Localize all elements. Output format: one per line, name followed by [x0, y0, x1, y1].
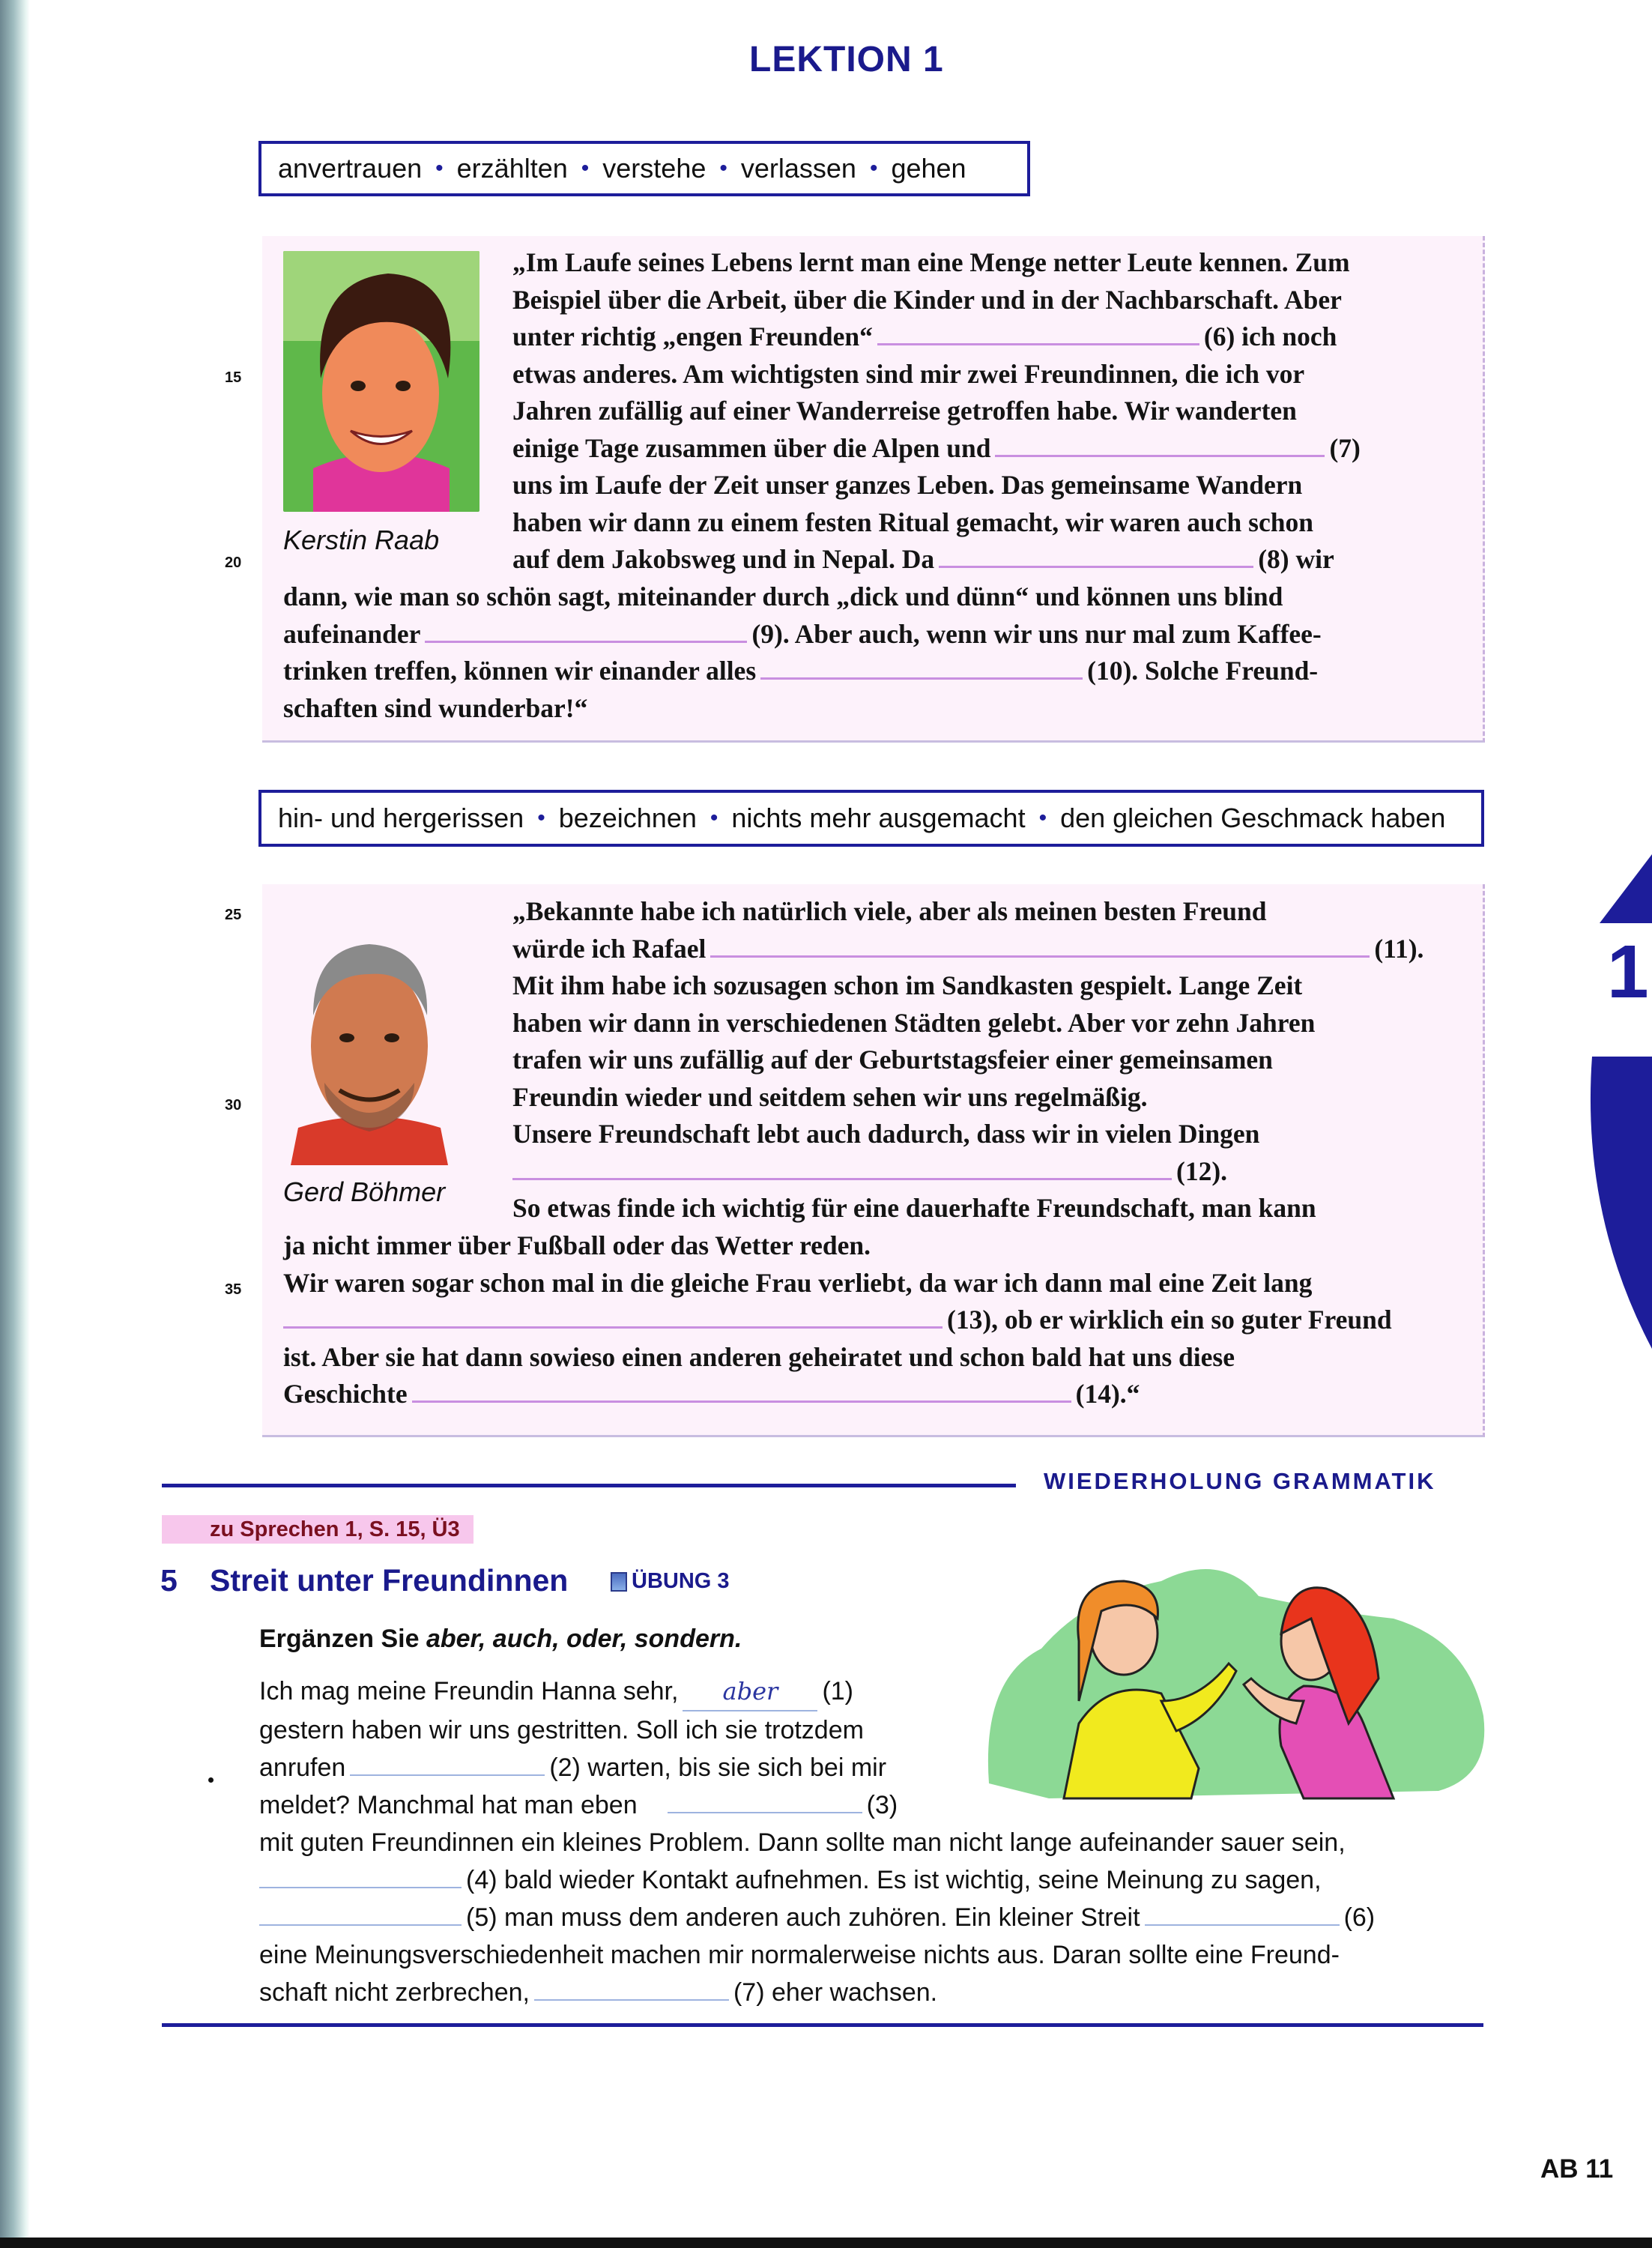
text-line: Jahren zufällig auf einer Wanderreise getroffen habe. Wir wanderten — [512, 396, 1297, 426]
blank-input-3[interactable] — [668, 1792, 862, 1813]
text-line: etwas anderes. Am wichtigsten sind mir zwei Freundinnen, die ich vor — [512, 358, 1305, 389]
instruction-text: Ergänzen Sie — [259, 1625, 426, 1653]
bullet-separator: • — [709, 806, 718, 830]
word-bank-item: verstehe — [602, 153, 707, 184]
bullet-mark — [208, 1777, 214, 1783]
text-line: ja nicht immer über Fußball oder das Wetter reden. — [283, 1230, 871, 1260]
gap-number: (7) eher wachsen. — [733, 1978, 938, 2007]
person-name-gerd: Gerd Böhmer — [283, 1176, 446, 1207]
text-line: uns im Laufe der Zeit unser ganzes Leben. Das gemeinsame Wandern — [512, 470, 1303, 500]
gap-number: (5) man muss dem anderen auch zuhören. Ein kleiner Streit — [466, 1903, 1140, 1932]
gap-number: (2) warten, bis sie sich bei mir — [549, 1753, 887, 1782]
text-line: anrufen — [259, 1753, 346, 1782]
text-line: unter richtig „engen Freunden“ — [512, 321, 873, 351]
exercise-link[interactable] — [611, 1569, 730, 1594]
handwritten-answer: aber — [722, 1677, 778, 1705]
testimonial-text-gerd — [512, 893, 1423, 1227]
text-line: auf dem Jakobsweg und in Nepal. Da — [512, 544, 935, 574]
text-line: „Bekannte habe ich natürlich viele, aber als meinen besten Freund — [512, 896, 1267, 926]
text-line: Geschichte — [283, 1379, 408, 1409]
text-line: Wir waren sogar schon mal in die gleiche Frau verliebt, da war ich dann mal eine Zeit lang — [283, 1267, 1313, 1298]
text-line: Mit ihm habe ich sozusagen schon im Sandkasten gespielt. Lange Zeit — [512, 970, 1303, 1000]
line-number: 30 — [225, 1097, 242, 1114]
bullet-separator: • — [1038, 806, 1047, 830]
word-bank-item: verlassen — [740, 153, 856, 184]
text-line: einige Tage zusammen über die Alpen und — [512, 432, 991, 463]
text-line: haben wir dann zu einem festen Ritual gemacht, wir waren auch schon — [512, 507, 1313, 537]
blank-input-7[interactable] — [995, 435, 1325, 457]
text-line: Freundin wieder und seitdem sehen wir uns regelmäßig. — [512, 1081, 1148, 1112]
instruction-words: aber, auch, oder, sondern. — [426, 1625, 742, 1653]
word-bank-item: bezeichnen — [558, 803, 697, 833]
gap-number: (3) — [866, 1791, 898, 1819]
computer-icon — [611, 1572, 627, 1592]
word-bank-item: erzählten — [456, 153, 568, 184]
text-line: Unsere Freundschaft lebt auch dadurch, dass wir in vielen Dingen — [512, 1119, 1260, 1149]
gap-number: (12). — [1176, 1155, 1228, 1186]
gap-number: (9). Aber auch, wenn wir uns nur mal zum Kaffee- — [751, 618, 1322, 649]
blank-input-5[interactable] — [259, 1905, 462, 1926]
text-line: schaften sind wunderbar!“ — [283, 692, 588, 723]
blank-input-8[interactable] — [939, 546, 1253, 568]
chapter-tab[interactable] — [1577, 854, 1652, 1379]
text-line: mit guten Freundinnen ein kleines Problem. Dann sollte man nicht lange aufeinander sauer sein, — [259, 1828, 1346, 1857]
text-line: So etwas finde ich wichtig für eine dauerhafte Freundschaft, man kann — [512, 1193, 1316, 1223]
blank-input-2[interactable] — [350, 1755, 545, 1776]
text-line: ist. Aber sie hat dann sowieso einen anderen geheiratet und schon bald hat uns diese — [283, 1341, 1235, 1372]
chapter-number: 1 — [1607, 930, 1649, 1014]
word-bank-2 — [258, 790, 1484, 847]
book-spine-shadow — [0, 0, 30, 2248]
woman-portrait-image — [283, 251, 479, 512]
text-line: Beispiel über die Arbeit, über die Kinder und in der Nachbarschaft. Aber — [512, 284, 1342, 315]
bottom-divider — [162, 2023, 1483, 2027]
exercise-number: 5 — [160, 1563, 178, 1598]
portrait-photo-gerd — [283, 918, 456, 1165]
blank-input-14[interactable] — [412, 1381, 1071, 1403]
blank-input-13[interactable] — [283, 1307, 943, 1329]
text-line: eine Meinungsverschiedenheit machen mir normalerweise nichts aus. Daran sollte eine Freund- — [259, 1941, 1340, 1969]
word-bank-item: nichts mehr ausgemacht — [731, 803, 1026, 833]
blank-input-6[interactable] — [1145, 1905, 1340, 1926]
blank-input-7[interactable] — [534, 1980, 729, 2001]
line-number: 20 — [225, 555, 242, 571]
text-line: trinken treffen, können wir einander alles — [283, 656, 757, 686]
text-line: „Im Laufe seines Lebens lernt man eine Menge netter Leute kennen. Zum — [512, 247, 1350, 277]
text-line: trafen wir uns zufällig auf der Geburtstagsfeier einer gemeinsamen — [512, 1045, 1273, 1075]
instruction — [259, 1625, 742, 1654]
exercise-link-label: ÜBUNG 3 — [632, 1569, 730, 1593]
bullet-separator: • — [869, 156, 878, 181]
word-bank-1 — [258, 141, 1030, 196]
section-divider — [162, 1484, 1016, 1487]
text-line: haben wir dann in verschiedenen Städten gelebt. Aber vor zehn Jahren — [512, 1007, 1316, 1038]
blank-input-6[interactable] — [877, 324, 1199, 345]
gap-number: (6) ich noch — [1203, 321, 1337, 351]
man-portrait-image — [283, 918, 456, 1165]
person-name-kerstin: Kerstin Raab — [283, 525, 440, 555]
lesson-title: LEKTION 1 — [749, 40, 944, 79]
gap-number: (11). — [1374, 933, 1424, 964]
text-line: meldet? Manchmal hat man eben — [259, 1791, 638, 1819]
gap-number: (4) bald wieder Kontakt aufnehmen. Es ist wichtig, seine Meinung zu sagen, — [466, 1866, 1322, 1894]
line-number: 25 — [225, 907, 242, 923]
page-number: AB 11 — [1540, 2154, 1614, 2184]
portrait-photo-kerstin — [283, 251, 479, 512]
blank-input-12[interactable] — [512, 1158, 1172, 1180]
word-bank-item: den gleichen Geschmack haben — [1060, 803, 1446, 833]
gap-number: (6) — [1343, 1903, 1376, 1932]
text-line: würde ich Rafael — [512, 933, 707, 964]
bullet-separator: • — [581, 156, 590, 181]
blank-input-1[interactable] — [683, 1673, 817, 1711]
gap-number: (1) — [822, 1677, 853, 1705]
reference-tag: zu Sprechen 1, S. 15, Ü3 — [162, 1515, 473, 1544]
word-bank-item: anvertrauen — [278, 153, 423, 184]
testimonial-text-gerd-cont — [283, 1227, 1392, 1413]
line-number: 35 — [225, 1281, 242, 1298]
testimonial-text-kerstin-cont — [283, 578, 1322, 727]
word-bank-item: gehen — [891, 153, 966, 184]
blank-input-4[interactable] — [259, 1867, 462, 1888]
gap-number: (10). Solche Freund- — [1087, 656, 1319, 686]
testimonial-text-kerstin — [512, 244, 1361, 578]
exercise-text-top — [259, 1673, 1375, 2011]
exercise-title: Streit unter Freundinnen — [210, 1563, 569, 1598]
section-heading: WIEDERHOLUNG GRAMMATIK — [1044, 1468, 1436, 1494]
text-line: schaft nicht zerbrechen, — [259, 1978, 530, 2007]
text-line: gestern haben wir uns gestritten. Soll ich sie trotzdem — [259, 1716, 864, 1744]
line-number: 15 — [225, 369, 242, 386]
bullet-separator: • — [435, 156, 444, 181]
scan-edge — [0, 2238, 1652, 2248]
bullet-separator: • — [719, 156, 727, 181]
blank-input-11[interactable] — [710, 936, 1370, 958]
gap-number: (8) wir — [1258, 544, 1334, 574]
text-line: dann, wie man so schön sagt, miteinander durch „dick und dünn“ und können uns blind — [283, 581, 1283, 611]
gap-number: (13), ob er wirklich ein so guter Freund — [947, 1305, 1392, 1335]
gap-number: (14).“ — [1075, 1379, 1140, 1409]
gap-number: (7) — [1329, 432, 1361, 463]
blank-input-9[interactable] — [425, 621, 747, 643]
bullet-separator: • — [537, 806, 545, 830]
word-bank-item: hin- und hergerissen — [278, 803, 524, 833]
text-line: Ich mag meine Freundin Hanna sehr, — [259, 1677, 679, 1705]
text-line: aufeinander — [283, 618, 421, 649]
blank-input-10[interactable] — [760, 658, 1083, 680]
